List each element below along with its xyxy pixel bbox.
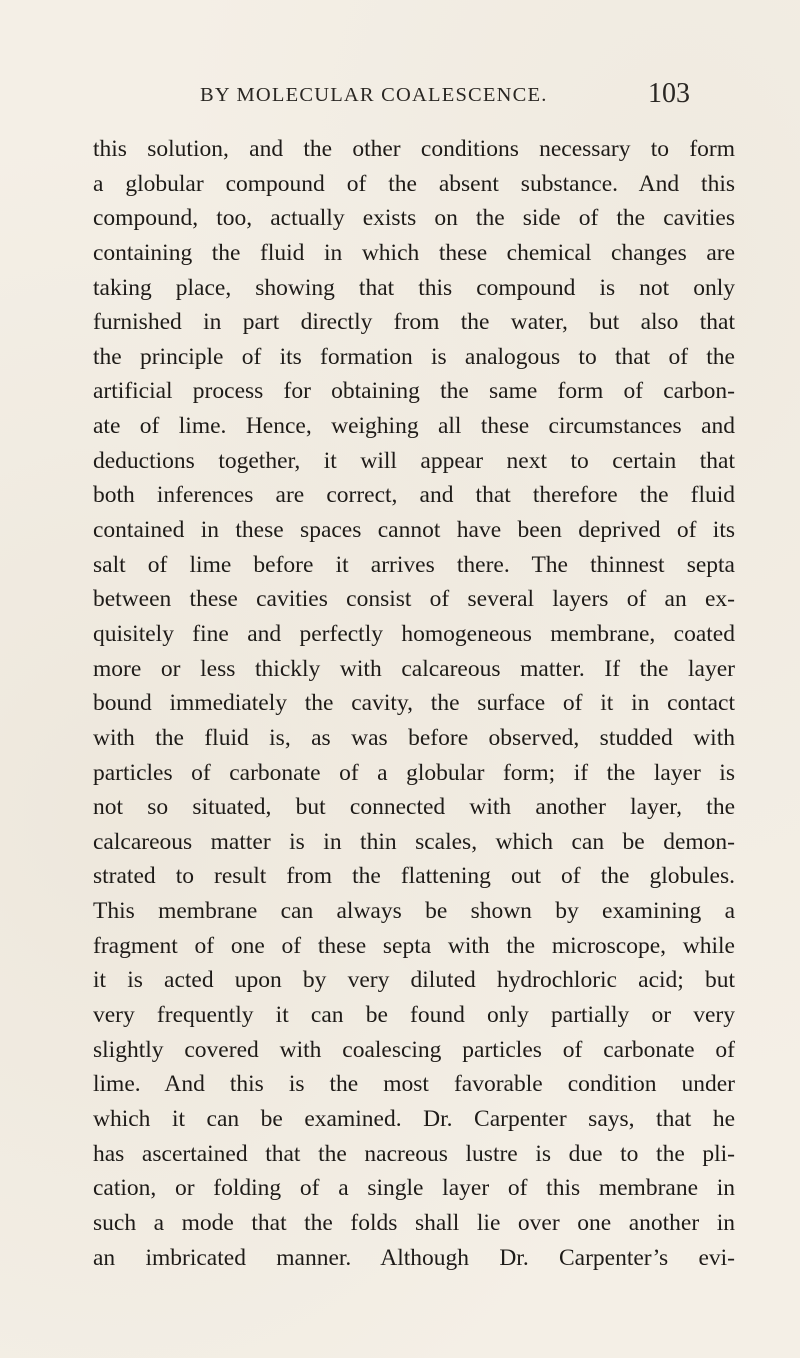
text-line: containing the fluid in which these chemical changes are: [93, 239, 735, 266]
text-line: calcareous matter is in thin scales, which can be demon-: [93, 828, 735, 855]
text-line: such a mode that the folds shall lie over one another in: [93, 1209, 735, 1236]
text-line: slightly covered with coalescing particles of carbonate of: [93, 1036, 735, 1063]
body-paragraph: [93, 132, 735, 1275]
text-line: a globular compound of the absent substance. And this: [93, 170, 735, 197]
text-line: deductions together, it will appear next to certain that: [93, 447, 735, 474]
text-line: compound, too, actually exists on the side of the cavities: [93, 205, 735, 232]
text-line: ate of lime. Hence, weighing all these circumstances and: [93, 413, 735, 440]
text-line: very frequently it can be found only partially or very: [93, 1002, 735, 1029]
text-line: it is acted upon by very diluted hydrochloric acid; but: [93, 967, 735, 994]
running-head: BY MOLECULAR COALESCENCE.: [200, 84, 548, 106]
text-line: more or less thickly with calcareous matter. If the layer: [93, 655, 735, 682]
text-line: cation, or folding of a single layer of this membrane in: [93, 1175, 735, 1202]
text-line: strated to result from the flattening out of the globules.: [93, 863, 735, 890]
text-line: artificial process for obtaining the same form of carbon-: [93, 378, 735, 405]
text-line: has ascertained that the nacreous lustre is due to the pli-: [93, 1140, 735, 1167]
text-line: lime. And this is the most favorable condition under: [93, 1071, 735, 1098]
text-line: taking place, showing that this compound is not only: [93, 274, 735, 301]
page-number: 103: [648, 78, 690, 109]
text-line: with the fluid is, as was before observed, studded with: [93, 724, 735, 751]
text-line: which it can be examined. Dr. Carpenter says, that he: [93, 1105, 735, 1132]
text-line: furnished in part directly from the water, but also that: [93, 309, 735, 336]
text-line: bound immediately the cavity, the surface of it in contact: [93, 690, 735, 717]
text-line: This membrane can always be shown by examining a: [93, 898, 735, 925]
text-line: the principle of its formation is analogous to that of the: [93, 343, 735, 370]
text-line: between these cavities consist of several layers of an ex-: [93, 586, 735, 613]
text-line: fragment of one of these septa with the microscope, while: [93, 932, 735, 959]
text-line: an imbricated manner. Although Dr. Carpenter’s evi-: [93, 1244, 735, 1271]
text-line: both inferences are correct, and that therefore the fluid: [93, 482, 735, 509]
text-line: not so situated, but connected with another layer, the: [93, 794, 735, 821]
text-line: this solution, and the other conditions necessary to form: [93, 136, 735, 162]
text-line: contained in these spaces cannot have been deprived of its: [93, 517, 735, 544]
text-line: salt of lime before it arrives there. The thinnest septa: [93, 551, 735, 578]
text-line: particles of carbonate of a globular form; if the layer is: [93, 759, 735, 786]
text-line: quisitely fine and perfectly homogeneous membrane, coated: [93, 620, 735, 647]
